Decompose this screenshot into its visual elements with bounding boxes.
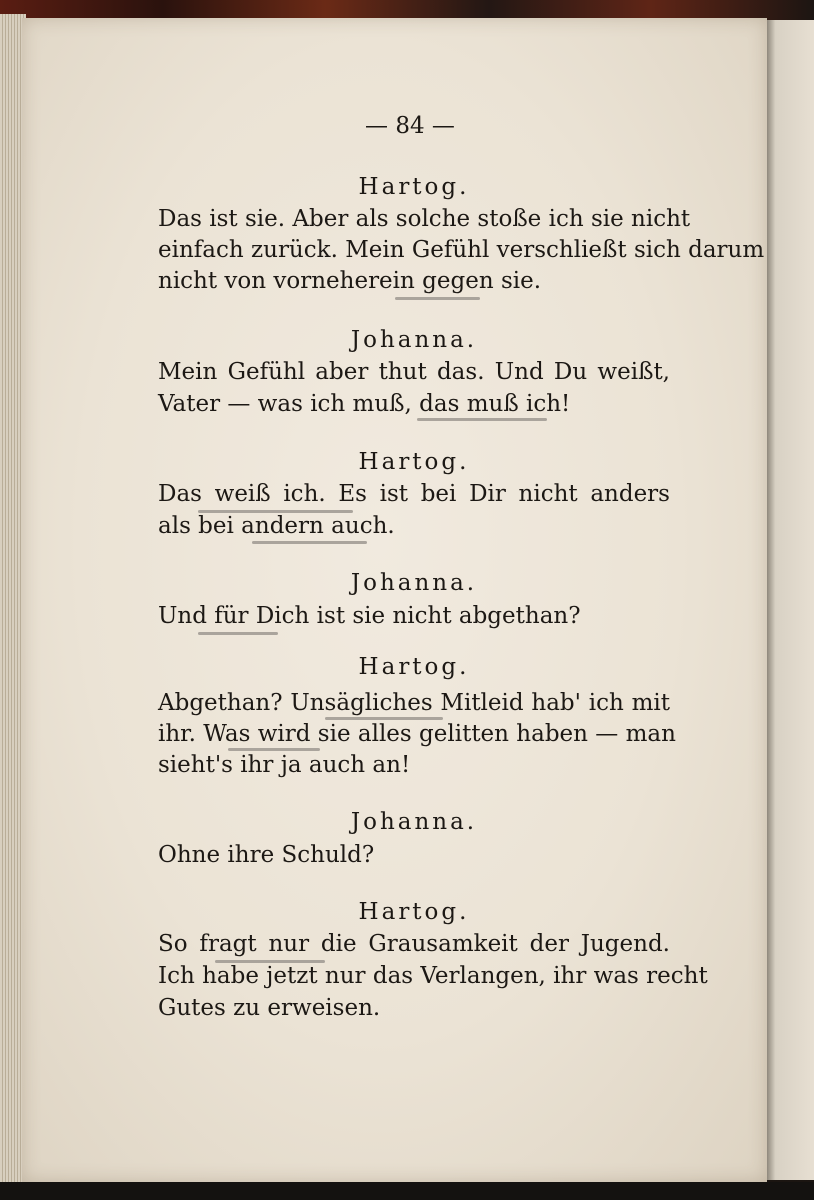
page-number: — 84 — (365, 113, 455, 139)
text-line: einfach zurück. Mein Gefühl verschließt sich darum (158, 237, 765, 263)
text-line: ihr. Was wird sie alles gelitten haben — man (158, 721, 676, 747)
text-line: Ohne ihre Schuld? (158, 842, 375, 868)
text-line: Ich habe jetzt nur das Verlangen, ihr was recht (158, 963, 708, 989)
text-line: Mein Gefühl aber thut das. Und Du weißt, (158, 359, 670, 385)
text-line: als bei andern auch. (158, 513, 395, 539)
speaker-name: Johanna. (350, 570, 478, 596)
text-line: Das weiß ich. Es ist bei Dir nicht anders (158, 481, 670, 507)
text-line: Vater — was ich muß, das muß ich! (158, 391, 571, 417)
speaker-name: Hartog. (358, 449, 470, 475)
pencil-underline (325, 717, 443, 720)
text-line: Und für Dich ist sie nicht abgethan? (158, 603, 581, 629)
pencil-underline (395, 297, 480, 300)
text-line: So fragt nur die Grausamkeit der Jugend. (158, 931, 670, 957)
text-line: nicht von vorneherein gegen sie. (158, 268, 542, 294)
speaker-name: Johanna. (350, 327, 478, 353)
pencil-underline (198, 510, 353, 513)
adjacent-page (767, 20, 814, 1180)
text-line: Abgethan? Unsägliches Mitleid hab' ich mit (158, 690, 670, 716)
text-line: sieht's ihr ja auch an! (158, 752, 411, 778)
pencil-underline (252, 541, 367, 544)
text-line: Gutes zu erweisen. (158, 995, 381, 1021)
speaker-name: Hartog. (358, 174, 470, 200)
pencil-underline (215, 960, 325, 963)
speaker-name: Hartog. (358, 899, 470, 925)
text-line: Das ist sie. Aber als solche stoße ich sie nicht (158, 206, 691, 232)
speaker-name: Johanna. (350, 809, 478, 835)
bottom-edge (0, 1182, 814, 1200)
speaker-name: Hartog. (358, 654, 470, 680)
pencil-underline (198, 632, 278, 635)
pencil-underline (228, 748, 320, 751)
pencil-underline (417, 418, 547, 421)
